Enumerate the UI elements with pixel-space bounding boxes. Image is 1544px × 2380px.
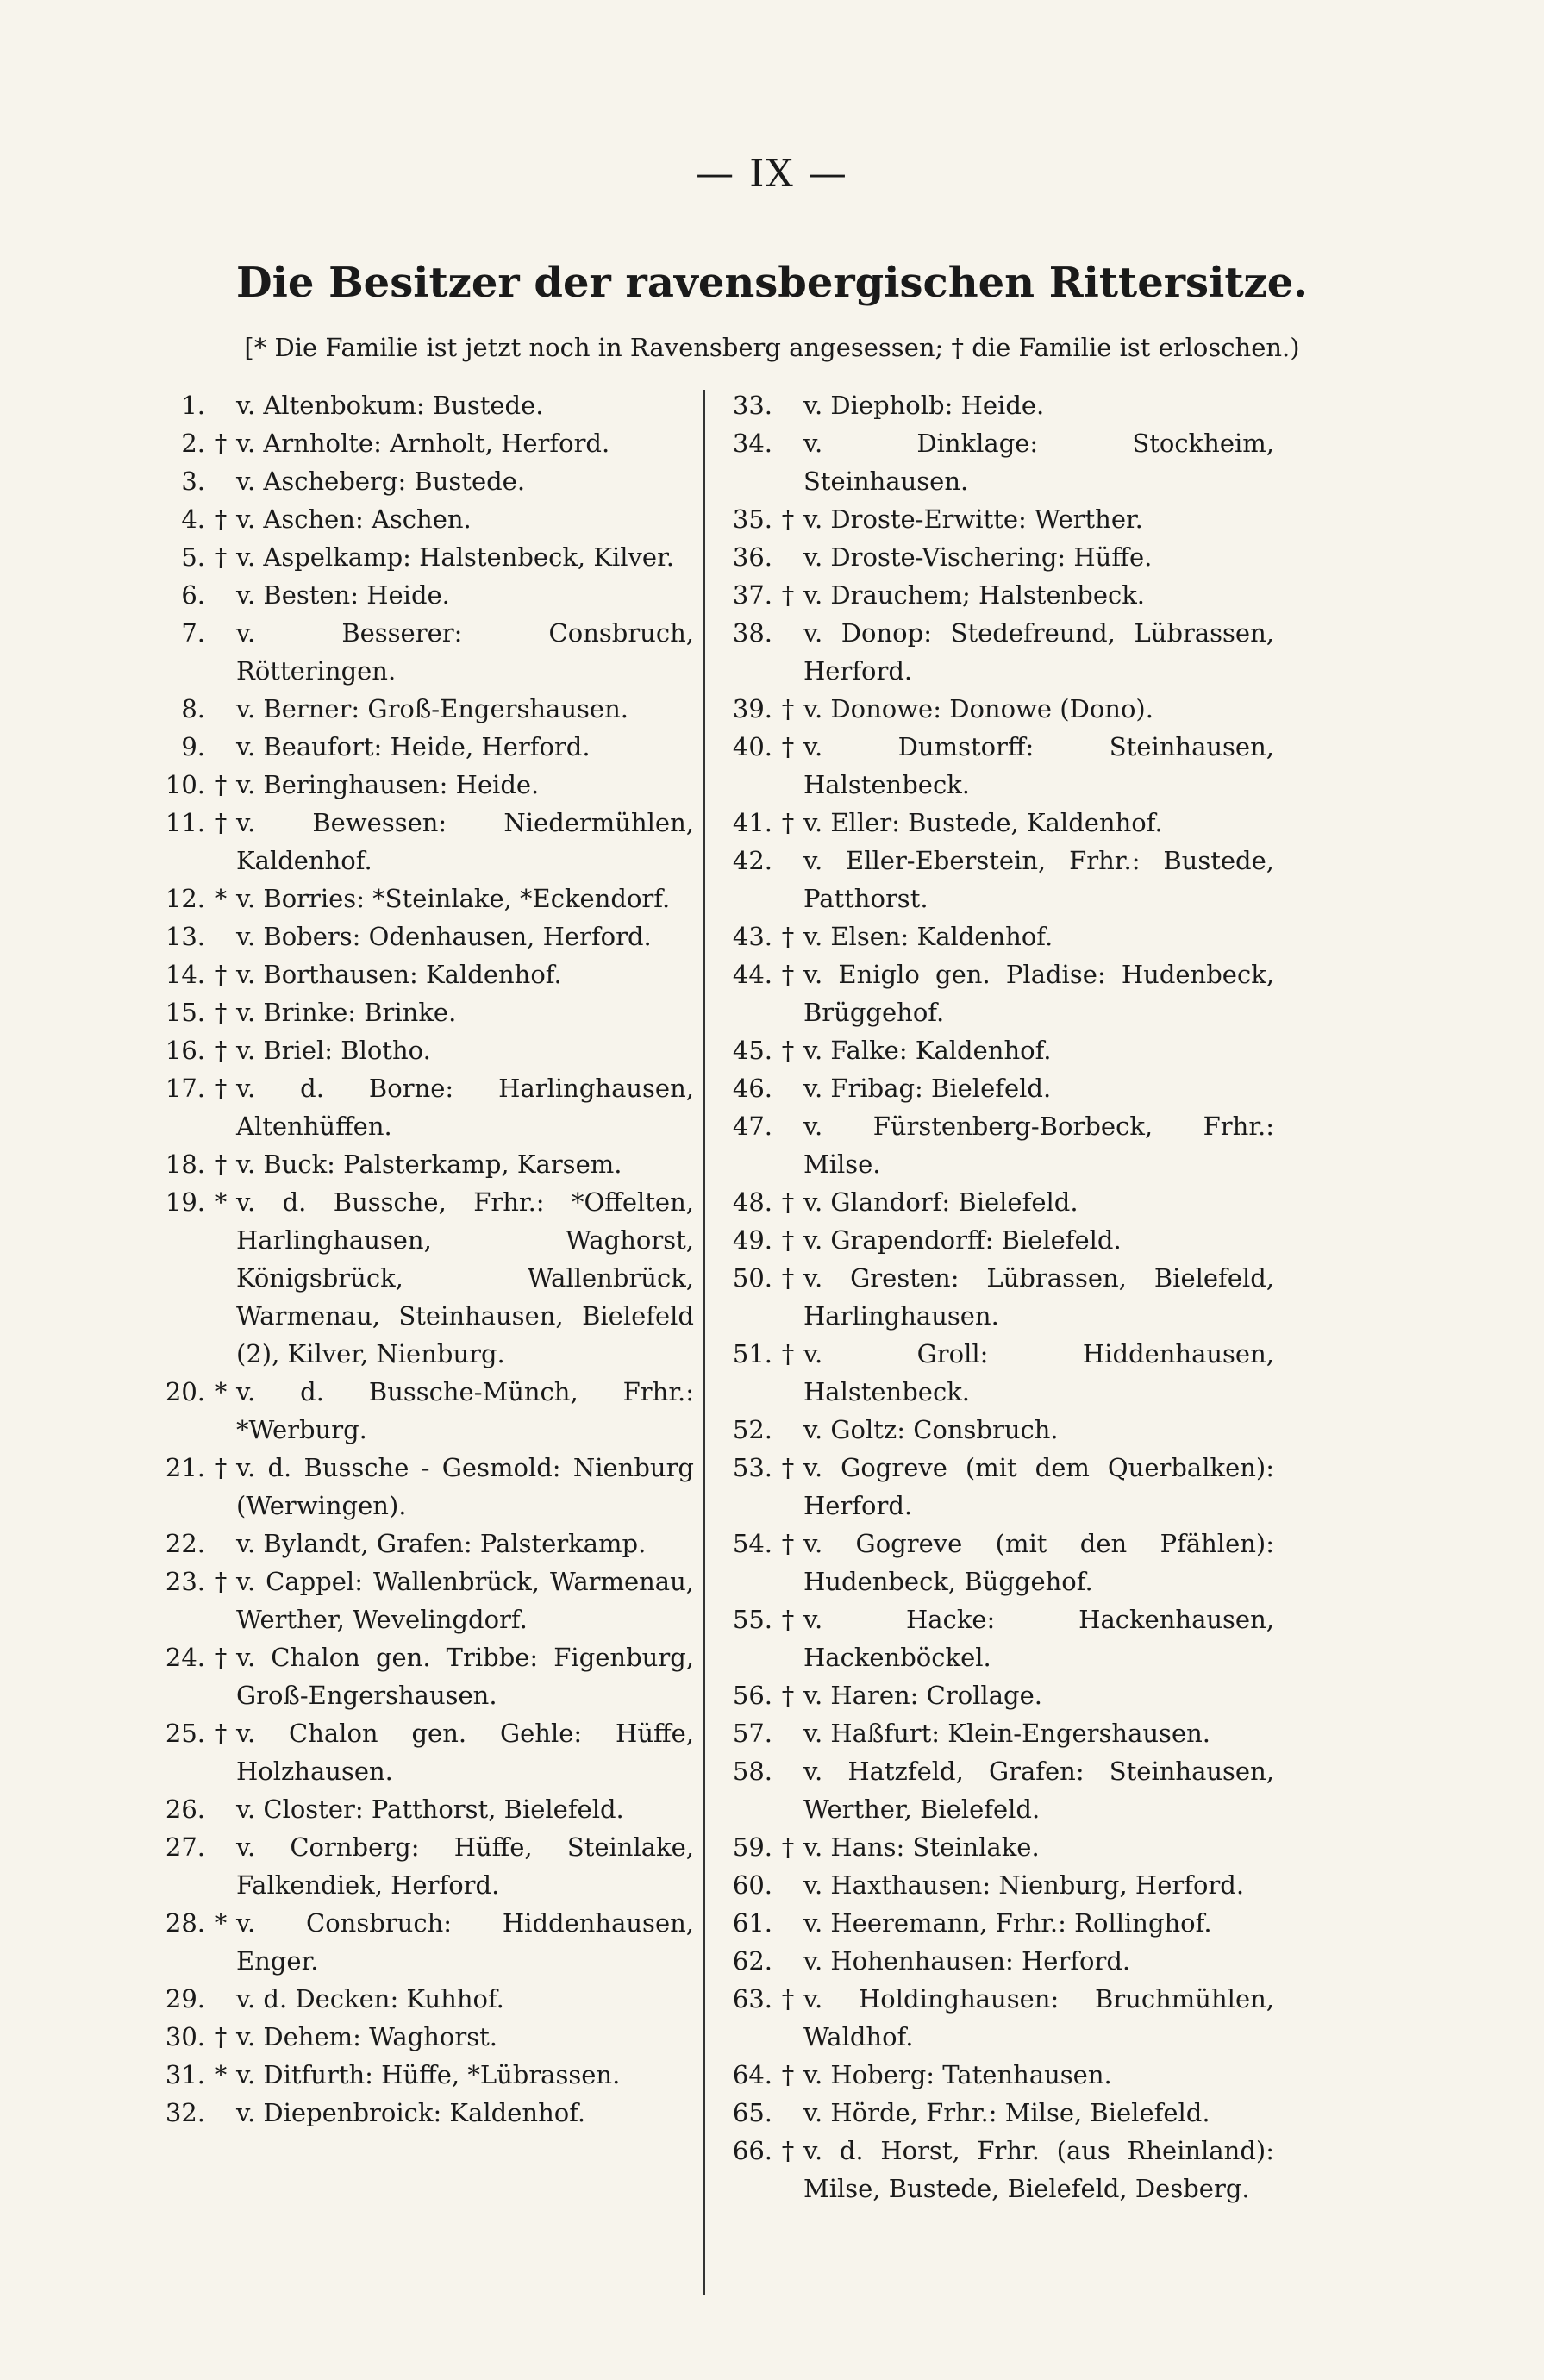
entry-number: 11. [165,808,205,837]
list-item [722,1980,1274,2056]
list-item [722,728,1274,804]
entry-mark: † [214,1149,228,1179]
list-item [155,1638,694,1714]
entry-number: 5. [181,542,205,572]
entry-number: 14. [165,960,205,989]
entry-number: 54. [732,1529,772,1558]
list-item [155,2018,694,2056]
entry-number: 8. [181,694,205,723]
entry-text: v. Droste-Vischering: Hüffe. [803,542,1153,572]
entry-text: v. Aspelkamp: Halstenbeck, Kilver. [236,542,674,572]
entry-mark: † [781,1225,795,1255]
entry-mark: † [214,1719,228,1748]
list-item [155,1069,694,1145]
list-item [722,804,1274,842]
entry-number: 59. [732,1832,772,1862]
list-item [722,918,1274,955]
entry-number: 25. [165,1719,205,1748]
entry-number: 19. [165,1187,205,1217]
list-item [722,1714,1274,1752]
entry-text: v. Chalon gen. Tribbe: Figenburg, Groß-Engershausen. [236,1643,694,1710]
entry-mark: † [214,504,228,534]
entry-text: v. Holdinghausen: Bruchmühlen, Waldhof. [803,1984,1274,2051]
entry-text: v. Diepholb: Heide. [803,391,1045,420]
list-item [155,1145,694,1183]
list-item [155,690,694,728]
entry-mark: † [214,542,228,572]
entry-number: 66. [732,2136,772,2165]
entry-number: 35. [732,504,772,534]
entry-text: v. Haren: Crollage. [803,1681,1042,1710]
entry-text: v. Besserer: Consbruch, Rötteringen. [236,618,694,686]
list-item [155,993,694,1031]
entry-number: 60. [732,1870,772,1900]
entry-text: v. Dumstorff: Steinhausen, Halstenbeck. [803,732,1274,799]
list-item [722,1600,1274,1676]
list-item [155,538,694,576]
list-item [155,955,694,993]
list-item [722,1449,1274,1525]
entry-number: 10. [165,770,205,799]
entry-number: 61. [732,1908,772,1938]
list-item [722,1866,1274,1904]
entry-text: v. Fürstenberg-Borbeck, Frhr.: Milse. [803,1112,1274,1179]
entry-number: 40. [732,732,772,761]
entry-number: 22. [165,1529,205,1558]
entry-number: 28. [165,1908,205,1938]
entry-number: 39. [732,694,772,723]
list-item [155,804,694,880]
entry-number: 34. [732,429,772,458]
entry-mark: † [781,694,795,723]
entry-mark: † [781,1529,795,1558]
entry-text: v. d. Decken: Kuhhof. [236,1984,504,2014]
entry-number: 55. [732,1605,772,1634]
entry-mark: † [214,1074,228,1103]
entry-text: v. Borries: *Steinlake, *Eckendorf. [236,884,671,913]
entry-text: v. Hatzfeld, Grafen: Steinhausen, Werther, Bielefeld. [803,1757,1274,1824]
entry-number: 27. [165,1832,205,1862]
list-item [722,1107,1274,1183]
entry-text: v. Fribag: Bielefeld. [803,1074,1052,1103]
entry-number: 18. [165,1149,205,1179]
entry-number: 30. [165,2022,205,2051]
entry-number: 43. [732,922,772,951]
list-item [722,1221,1274,1259]
entry-text: v. Bewessen: Niedermühlen, Kaldenhof. [236,808,694,875]
entry-mark: * [214,884,228,913]
entry-text: v. Goltz: Consbruch. [803,1415,1059,1444]
entry-mark: * [214,1187,228,1217]
entry-number: 4. [181,504,205,534]
entry-number: 62. [732,1946,772,1976]
entry-mark: † [214,1453,228,1482]
list-item [722,386,1274,424]
list-item [155,1714,694,1790]
list-item [155,1563,694,1638]
entry-number: 23. [165,1567,205,1596]
list-item [722,1335,1274,1411]
left-column [155,386,694,2132]
list-item [155,766,694,804]
entry-text: v. Elsen: Kaldenhof. [803,922,1053,951]
entry-number: 65. [732,2098,772,2127]
entry-mark: † [214,2022,228,2051]
entry-text: v. Briel: Blotho. [236,1036,431,1065]
entry-number: 15. [165,998,205,1027]
entry-text: v. d. Horst, Frhr. (aus Rheinland): Milse, Bustede, Bielefeld, Desberg. [803,2136,1274,2203]
list-item [155,386,694,424]
entry-number: 48. [732,1187,772,1217]
entry-text: v. Drauchem; Halstenbeck. [803,580,1146,610]
entry-text: v. Hörde, Frhr.: Milse, Bielefeld. [803,2098,1210,2127]
entry-mark: † [214,960,228,989]
entry-mark: † [781,1263,795,1293]
list-item [155,918,694,955]
list-item [155,2056,694,2094]
entry-number: 24. [165,1643,205,1672]
entry-number: 32. [165,2098,205,2127]
entry-mark: † [781,2136,795,2165]
entry-text: v. Droste-Erwitte: Werther. [803,504,1143,534]
entry-number: 26. [165,1794,205,1824]
entry-text: v. Eller-Eberstein, Frhr.: Bustede, Patthorst. [803,846,1274,913]
entry-mark: * [214,1908,228,1938]
list-item [722,1676,1274,1714]
entry-mark: † [214,429,228,458]
entry-number: 31. [165,2060,205,2089]
entry-text: v. Hans: Steinlake. [803,1832,1040,1862]
entry-text: v. Dehem: Waghorst. [236,2022,498,2051]
entry-number: 42. [732,846,772,875]
entry-text: v. Ditfurth: Hüffe, *Lübrassen. [236,2060,621,2089]
entry-text: v. Diepenbroick: Kaldenhof. [236,2098,586,2127]
entry-number: 2. [181,429,205,458]
entry-text: v. Closter: Patthorst, Bielefeld. [236,1794,624,1824]
entry-text: v. Hoberg: Tatenhausen. [803,2060,1112,2089]
list-item [722,538,1274,576]
entry-mark: † [781,504,795,534]
entry-text: v. d. Borne: Harlinghausen, Altenhüffen. [236,1074,694,1141]
entry-mark: † [214,1643,228,1672]
entry-mark: † [781,1605,795,1634]
entry-number: 20. [165,1377,205,1406]
entry-number: 51. [732,1339,772,1368]
entry-text: v. Aschen: Aschen. [236,504,472,534]
page-title: Die Besitzer der ravensbergischen Rittersitze. [235,259,1308,307]
entry-text: v. Bylandt, Grafen: Palsterkamp. [236,1529,647,1558]
entry-mark: † [781,1681,795,1710]
entry-text: v. Gresten: Lübrassen, Bielefeld, Harlinghausen. [803,1263,1274,1331]
list-item [722,614,1274,690]
entry-text: v. Eniglo gen. Pladise: Hudenbeck, Brüggehof. [803,960,1274,1027]
entry-mark: † [781,732,795,761]
entry-mark: † [781,1339,795,1368]
list-item [155,462,694,500]
entry-text: v. Falke: Kaldenhof. [803,1036,1052,1065]
entry-text: v. Borthausen: Kaldenhof. [236,960,562,989]
entry-number: 9. [181,732,205,761]
entry-number: 3. [181,467,205,496]
list-item [722,500,1274,538]
entry-text: v. Cornberg: Hüffe, Steinlake, Falkendiek, Herford. [236,1832,694,1900]
entry-mark: † [781,1832,795,1862]
entry-number: 6. [181,580,205,610]
list-item [155,1031,694,1069]
entry-text: v. Hacke: Hackenhausen, Hackenböckel. [803,1605,1274,1672]
list-item [155,614,694,690]
entry-text: v. Buck: Palsterkamp, Karsem. [236,1149,622,1179]
list-item [722,1411,1274,1449]
entry-mark: † [781,1187,795,1217]
list-item [722,1031,1274,1069]
list-item [155,880,694,918]
entry-number: 12. [165,884,205,913]
entry-number: 52. [732,1415,772,1444]
list-item [722,1752,1274,1828]
list-item [155,1904,694,1980]
entry-number: 38. [732,618,772,648]
entry-number: 63. [732,1984,772,2014]
entry-number: 64. [732,2060,772,2089]
list-item [155,1980,694,2018]
list-item [155,1525,694,1563]
entry-number: 53. [732,1453,772,1482]
entry-text: v. Donowe: Donowe (Dono). [803,694,1153,723]
entry-mark: † [214,1567,228,1596]
legend-note: [* Die Familie ist jetzt noch in Ravensberg angesessen; † die Familie ist erloschen.) [244,333,1300,362]
list-item [155,424,694,462]
page-number: — IX — [696,152,848,196]
entry-number: 41. [732,808,772,837]
list-item [155,1449,694,1525]
entry-mark: † [214,1036,228,1065]
list-item [155,2094,694,2132]
list-item [155,1790,694,1828]
entry-text: v. Dinklage: Stockheim, Steinhausen. [803,429,1274,496]
list-item [155,728,694,766]
entry-number: 13. [165,922,205,951]
entry-mark: † [214,998,228,1027]
entry-text: v. Grapendorff: Bielefeld. [803,1225,1122,1255]
entry-mark: † [781,960,795,989]
entry-mark: † [214,808,228,837]
entry-number: 17. [165,1074,205,1103]
entry-text: v. Donop: Stedefreund, Lübrassen, Herford. [803,618,1274,686]
entry-text: v. Haßfurt: Klein-Engershausen. [803,1719,1211,1748]
entry-text: v. d. Bussche - Gesmold: Nienburg (Werwingen). [236,1453,694,1520]
entry-text: v. Eller: Bustede, Kaldenhof. [803,808,1163,837]
entry-number: 45. [732,1036,772,1065]
entry-mark: * [214,2060,228,2089]
list-item [155,500,694,538]
entry-mark: † [214,770,228,799]
list-item [155,1373,694,1449]
list-item [722,576,1274,614]
entry-number: 37. [732,580,772,610]
entry-text: v. Ascheberg: Bustede. [236,467,526,496]
list-item [722,1183,1274,1221]
entry-text: v. Gogreve (mit den Pfählen): Hudenbeck, Büggehof. [803,1529,1274,1596]
list-item [155,576,694,614]
entry-number: 33. [732,391,772,420]
list-item [155,1183,694,1373]
entry-text: v. Brinke: Brinke. [236,998,457,1027]
entry-text: v. Besten: Heide. [236,580,450,610]
entry-text: v. Chalon gen. Gehle: Hüffe, Holzhausen. [236,1719,694,1786]
list-item [722,955,1274,1031]
entry-text: v. Altenbokum: Bustede. [236,391,544,420]
entry-text: v. Groll: Hiddenhausen, Halstenbeck. [803,1339,1274,1406]
list-item [722,2094,1274,2132]
entry-mark: † [781,1453,795,1482]
list-item [722,842,1274,918]
entry-text: v. d. Bussche, Frhr.: *Offelten, Harlinghausen, Waghorst, Königsbrück, Wallenbrück, Warmenau, Steinhausen, Bielefeld (2), Kilver, Nienburg. [236,1187,694,1368]
list-item [722,1828,1274,1866]
entry-number: 49. [732,1225,772,1255]
entry-number: 16. [165,1036,205,1065]
entry-text: v. Berner: Groß-Engershausen. [236,694,628,723]
entry-text: v. Arnholte: Arnholt, Herford. [236,429,610,458]
entry-number: 57. [732,1719,772,1748]
list-item [722,1942,1274,1980]
entry-text: v. Beringhausen: Heide. [236,770,540,799]
entry-number: 50. [732,1263,772,1293]
list-item [722,1904,1274,1942]
list-item [155,1828,694,1904]
entry-text: v. Hohenhausen: Herford. [803,1946,1131,1976]
entry-mark: † [781,2060,795,2089]
entry-mark: * [214,1377,228,1406]
list-item [722,690,1274,728]
entry-mark: † [781,1984,795,2014]
entry-text: v. Gogreve (mit dem Querbalken): Herford. [803,1453,1274,1520]
entry-number: 58. [732,1757,772,1786]
entry-text: v. Haxthausen: Nienburg, Herford. [803,1870,1245,1900]
entry-number: 56. [732,1681,772,1710]
entry-text: v. Cappel: Wallenbrück, Warmenau, Werther, Wevelingdorf. [236,1567,694,1634]
column-divider [703,390,705,2295]
entry-text: v. d. Bussche-Münch, Frhr.: *Werburg. [236,1377,694,1444]
entry-mark: † [781,808,795,837]
entry-number: 1. [181,391,205,420]
entry-mark: † [781,922,795,951]
entry-number: 29. [165,1984,205,2014]
entry-mark: † [781,580,795,610]
list-item [722,2056,1274,2094]
list-item [722,424,1274,500]
entry-text: v. Beaufort: Heide, Herford. [236,732,591,761]
list-item [722,2132,1274,2208]
entry-number: 46. [732,1074,772,1103]
entry-number: 36. [732,542,772,572]
entry-mark: † [781,1036,795,1065]
entry-text: v. Bobers: Odenhausen, Herford. [236,922,652,951]
entry-text: v. Consbruch: Hiddenhausen, Enger. [236,1908,694,1976]
entry-number: 21. [165,1453,205,1482]
list-item [722,1525,1274,1600]
list-item [722,1069,1274,1107]
right-column [722,386,1274,2208]
entry-number: 44. [732,960,772,989]
list-item [722,1259,1274,1335]
entry-number: 47. [732,1112,772,1141]
entry-number: 7. [181,618,205,648]
entry-text: v. Glandorf: Bielefeld. [803,1187,1078,1217]
entry-text: v. Heeremann, Frhr.: Rollinghof. [803,1908,1212,1938]
